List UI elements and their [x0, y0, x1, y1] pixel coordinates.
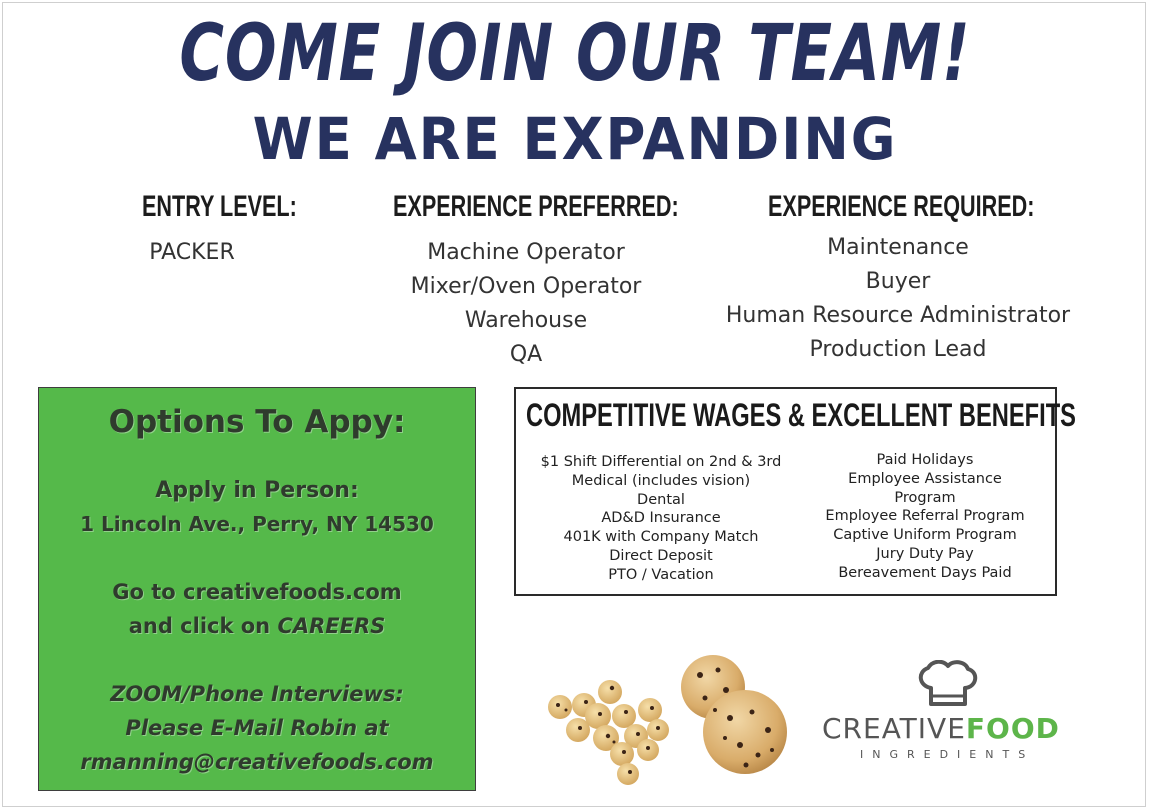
careers-prefix: and click on: [128, 614, 278, 638]
email-link[interactable]: rmanning@creativefoods.com: [80, 750, 434, 774]
experience-required-heading: EXPERIENCE REQUIRED:: [768, 190, 1035, 223]
address: 1 Lincoln Ave., Perry, NY 14530: [80, 512, 434, 536]
entry-level-heading: ENTRY LEVEL:: [142, 190, 297, 223]
benefit-item: Program: [894, 489, 956, 506]
logo-wordmark: [822, 712, 1060, 745]
apply-title: Options To Appy:: [108, 404, 406, 440]
careers-line: [39, 614, 475, 638]
cookie-image: [540, 650, 795, 800]
job-item: Buyer: [865, 269, 931, 294]
benefit-item: Direct Deposit: [609, 547, 713, 564]
benefit-item: Employee Referral Program: [825, 508, 1025, 525]
job-item: PACKER: [149, 240, 235, 265]
apply-options-box: [38, 387, 476, 791]
experience-preferred-heading: EXPERIENCE PREFERRED:: [393, 190, 679, 223]
job-item: Human Resource Administrator: [725, 303, 1071, 328]
job-item: Production Lead: [809, 337, 987, 362]
benefit-item: AD&D Insurance: [601, 510, 721, 527]
chef-hat-icon: [913, 660, 983, 708]
benefit-item: Paid Holidays: [876, 452, 974, 468]
careers-link[interactable]: CAREERS: [277, 614, 386, 638]
job-item: QA: [509, 342, 543, 367]
apply-in-person-label: Apply in Person:: [155, 478, 359, 503]
benefit-item: PTO / Vacation: [608, 566, 714, 583]
page-subtitle: WE ARE EXPANDING: [252, 105, 898, 173]
benefit-item: Bereavement Days Paid: [838, 564, 1012, 581]
interview-heading: ZOOM/Phone Interviews:: [110, 682, 404, 706]
logo-tagline: INGREDIENTS: [860, 748, 1035, 761]
website-line[interactable]: Go to creativefoods.com: [112, 580, 402, 604]
job-item: Maintenance: [827, 235, 969, 260]
benefit-item: Captive Uniform Program: [833, 527, 1017, 544]
benefits-list-right: [806, 451, 1044, 583]
interview-instructions: Please E-Mail Robin at: [125, 716, 389, 740]
benefits-list-left: [522, 453, 800, 585]
logo-word-creative: CREATIVE: [822, 712, 966, 745]
job-item: Machine Operator: [427, 240, 625, 265]
benefits-title: COMPETITIVE WAGES & EXCELLENT BENEFITS: [526, 397, 1076, 433]
benefit-item: Employee Assistance: [848, 470, 1002, 487]
benefit-item: Medical (includes vision): [571, 472, 751, 489]
benefit-item: 401K with Company Match: [563, 529, 759, 546]
benefit-item: Jury Duty Pay: [876, 545, 974, 562]
logo-word-food: FOOD: [965, 712, 1060, 745]
benefit-item: $1 Shift Differential on 2nd & 3rd: [540, 454, 782, 470]
creative-food-logo: [818, 660, 1088, 765]
job-item: Mixer/Oven Operator: [410, 274, 642, 299]
job-item: Warehouse: [464, 308, 588, 333]
benefits-box: [514, 387, 1076, 596]
page-title: COME JOIN OUR TEAM!: [179, 9, 971, 99]
benefit-item: Dental: [637, 491, 685, 508]
